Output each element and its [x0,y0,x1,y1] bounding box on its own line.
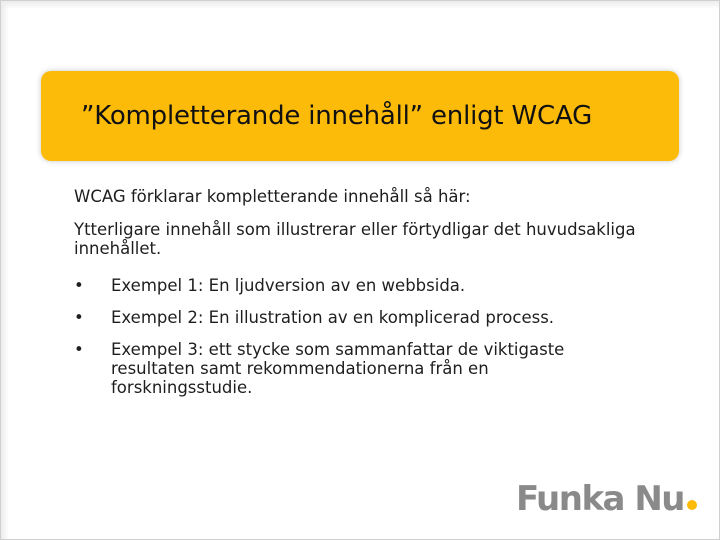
example-list [74,276,674,397]
funka-nu-logo [516,479,697,519]
list-item [74,308,674,327]
logo-text: Funka Nu [516,479,684,519]
slide-body [74,187,674,410]
logo-dot-icon [687,500,697,510]
slide-title: ”Kompletterande innehåll” enligt WCAG [81,101,593,131]
title-banner [41,71,679,161]
list-item-text: Exempel 3: ett stycke som sammanfattar de viktigaste resultaten samt rekommendationerna från en forskningsstudie. [111,340,565,397]
slide-shadow-top [1,1,719,9]
slide-shadow-left [1,1,9,539]
list-item-text: Exempel 1: En ljudversion av en webbsida. [111,276,466,295]
definition-text: Ytterligare innehåll som illustrerar eller förtydligar det huvudsakliga innehållet. [74,220,636,258]
bullet-icon: • [74,340,84,359]
intro-text: WCAG förklarar kompletterande innehåll så här: [74,187,471,206]
bullet-icon: • [74,308,84,327]
list-item [74,276,674,295]
list-item-text: Exempel 2: En illustration av en komplicerad process. [111,308,555,327]
list-item [74,340,674,397]
bullet-icon: • [74,276,84,295]
